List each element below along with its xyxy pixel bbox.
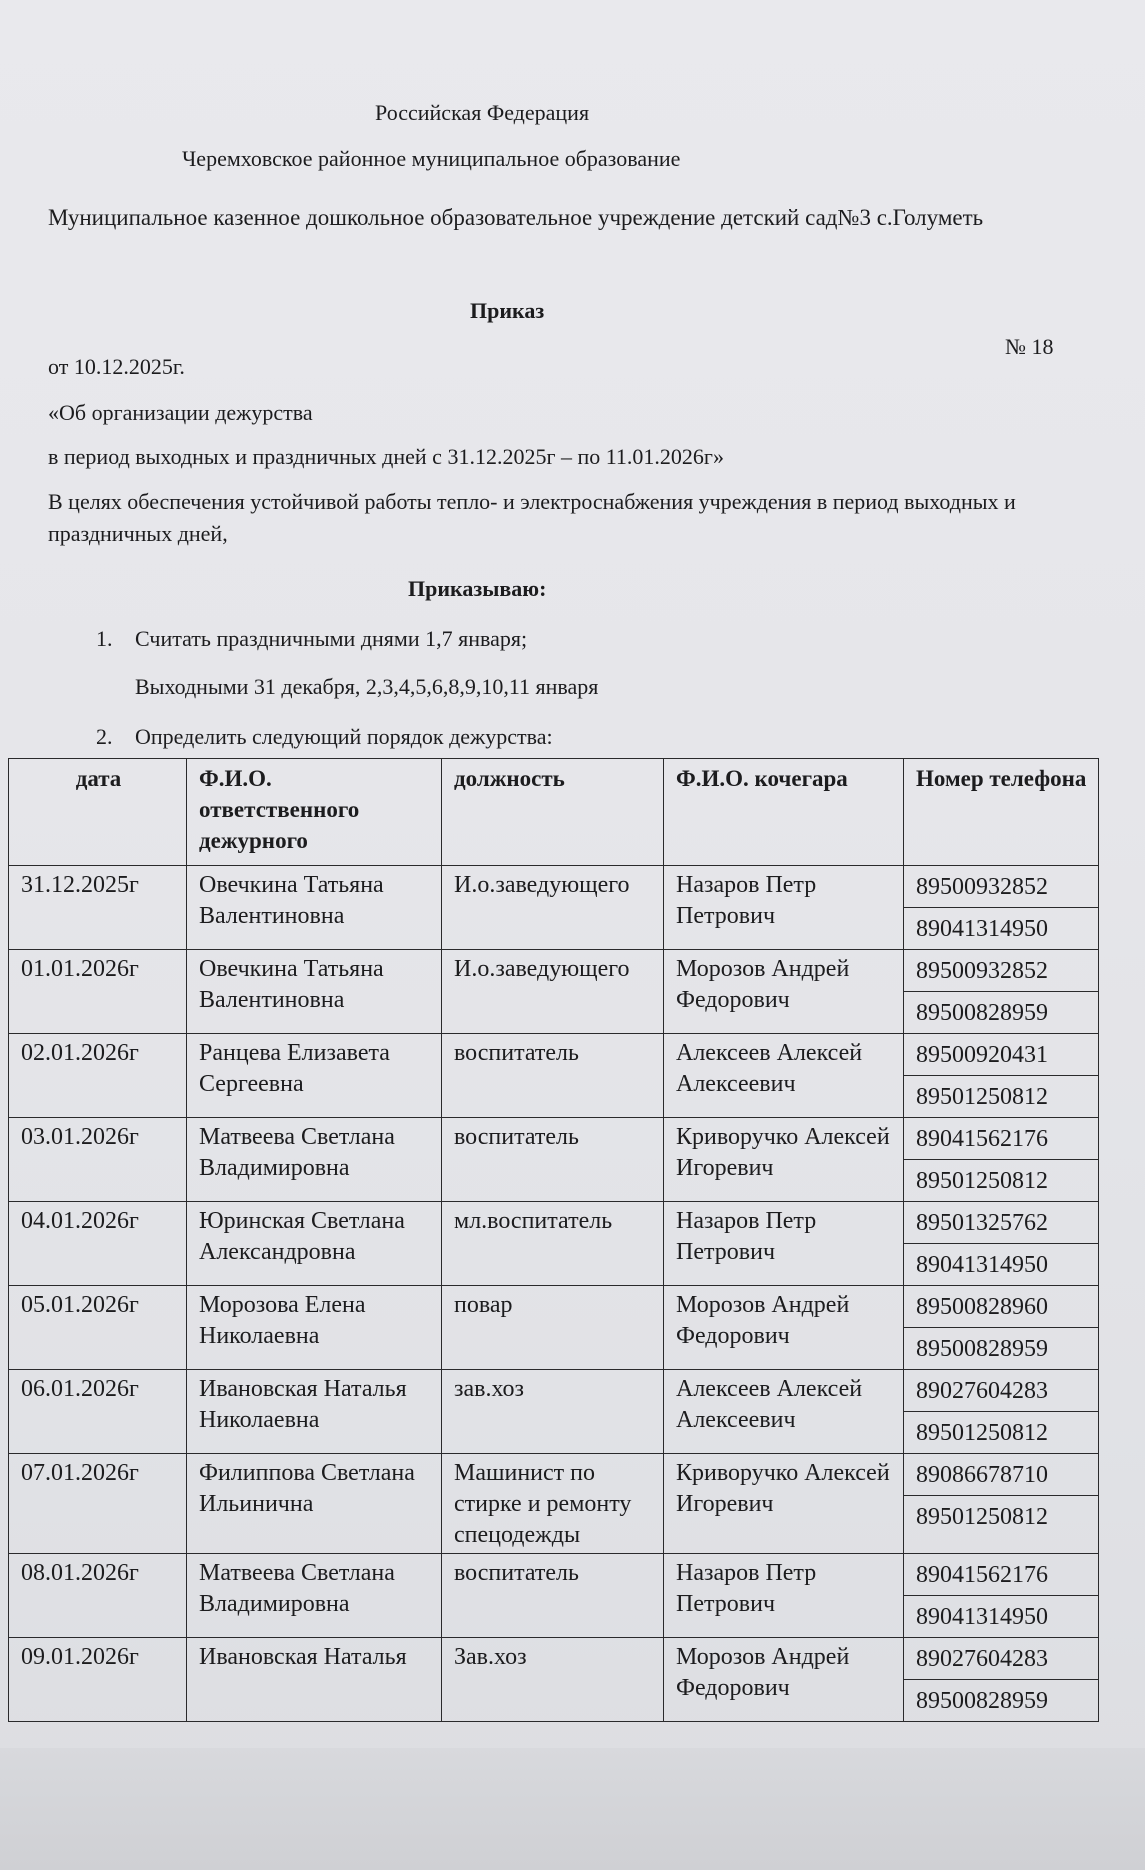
list-item-text: Определить следующий порядок дежурства: <box>135 724 553 749</box>
cell-phones <box>904 1454 1099 1554</box>
cell-phone: 89500828960 <box>916 1294 1048 1320</box>
cell-name: Юринская Светлана Александровна <box>187 1202 442 1286</box>
order-command: Приказываю: <box>408 576 547 601</box>
cell-phone: 89500828959 <box>904 991 1098 1033</box>
table-row <box>9 1202 1099 1286</box>
table-row <box>9 1638 1099 1722</box>
cell-phone: 89500920431 <box>916 1042 1048 1068</box>
cell-position: И.о.заведующего <box>442 866 664 950</box>
cell-date: 02.01.2026г <box>9 1034 187 1118</box>
cell-position: воспитатель <box>442 1554 664 1638</box>
cell-name: Ивановская Наталья Николаевна <box>187 1370 442 1454</box>
duty-table <box>8 758 1099 1722</box>
cell-name: Ранцева Елизавета Сергеевна <box>187 1034 442 1118</box>
cell-name: Матвеева Светлана Владимировна <box>187 1554 442 1638</box>
col-header-position: должность <box>442 759 664 866</box>
cell-phone: 89041562176 <box>916 1126 1048 1152</box>
cell-phones <box>904 1638 1099 1722</box>
cell-stoker: Криворучко Алексей Игоревич <box>664 1454 904 1554</box>
cell-phones <box>904 1118 1099 1202</box>
page-bottom-shadow <box>0 1748 1145 1870</box>
cell-position: И.о.заведующего <box>442 950 664 1034</box>
cell-name: Матвеева Светлана Владимировна <box>187 1118 442 1202</box>
list-item-text: Считать праздничными днями 1,7 января; <box>135 626 528 651</box>
cell-phone: 89501325762 <box>916 1210 1048 1236</box>
table-row <box>9 1034 1099 1118</box>
order-subject-line2: в период выходных и праздничных дней с 31.12.2025г – по 11.01.2026г» <box>48 444 724 469</box>
table-row <box>9 950 1099 1034</box>
table-row <box>9 1286 1099 1370</box>
cell-phones <box>904 1202 1099 1286</box>
cell-phone: 89086678710 <box>916 1462 1048 1488</box>
cell-phones <box>904 950 1099 1034</box>
cell-date: 31.12.2025г <box>9 866 187 950</box>
cell-position: Машинист по стирке и ремонту спецодежды <box>442 1454 664 1554</box>
cell-stoker: Назаров Петр Петрович <box>664 866 904 950</box>
list-item-number: 1. <box>96 626 113 651</box>
cell-phones <box>904 1286 1099 1370</box>
cell-date: 07.01.2026г <box>9 1454 187 1554</box>
cell-phone: 89501250812 <box>904 1075 1098 1117</box>
cell-phones <box>904 866 1099 950</box>
table-row <box>9 1370 1099 1454</box>
cell-phone: 89041562176 <box>916 1562 1048 1588</box>
cell-date: 04.01.2026г <box>9 1202 187 1286</box>
header-institution: Муниципальное казенное дошкольное образовательное учреждение детский сад№3 с.Голуметь <box>48 205 984 230</box>
cell-phone: 89041314950 <box>904 1595 1098 1637</box>
cell-position: повар <box>442 1286 664 1370</box>
col-header-stoker: Ф.И.О. кочегара <box>664 759 904 866</box>
cell-position: воспитатель <box>442 1118 664 1202</box>
cell-stoker: Морозов Андрей Федорович <box>664 1638 904 1722</box>
table-row <box>9 1454 1099 1554</box>
cell-name: Филиппова Светлана Ильинична <box>187 1454 442 1554</box>
order-number: № 18 <box>1005 334 1054 359</box>
cell-stoker: Назаров Петр Петрович <box>664 1202 904 1286</box>
table-row <box>9 1554 1099 1638</box>
cell-stoker: Криворучко Алексей Игоревич <box>664 1118 904 1202</box>
table-header-row <box>9 759 1099 866</box>
cell-stoker: Назаров Петр Петрович <box>664 1554 904 1638</box>
cell-phone: 89027604283 <box>916 1378 1048 1404</box>
header-country: Российская Федерация <box>375 100 590 125</box>
cell-name: Ивановская Наталья <box>187 1638 442 1722</box>
cell-phone: 89500932852 <box>916 958 1048 984</box>
cell-position: мл.воспитатель <box>442 1202 664 1286</box>
cell-date: 03.01.2026г <box>9 1118 187 1202</box>
order-purpose: В целях обеспечения устойчивой работы тепло- и электроснабжения учреждения в период выходных и праздничных дней, <box>48 489 1016 546</box>
col-header-name: Ф.И.О. ответственного дежурного <box>187 759 442 866</box>
cell-name: Морозова Елена Николаевна <box>187 1286 442 1370</box>
header-municipality: Черемховское районное муниципальное образование <box>182 146 681 171</box>
cell-position: воспитатель <box>442 1034 664 1118</box>
cell-stoker: Алексеев Алексей Алексеевич <box>664 1370 904 1454</box>
cell-phones <box>904 1554 1099 1638</box>
cell-phone: 89500932852 <box>916 874 1048 900</box>
cell-position: Зав.хоз <box>442 1638 664 1722</box>
order-title: Приказ <box>470 298 545 323</box>
cell-date: 09.01.2026г <box>9 1638 187 1722</box>
cell-position: зав.хоз <box>442 1370 664 1454</box>
table-row <box>9 1118 1099 1202</box>
cell-phone: 89501250812 <box>904 1411 1098 1453</box>
list-item-text: Выходными 31 декабря, 2,3,4,5,6,8,9,10,11 января <box>135 674 599 699</box>
cell-phone: 89500828959 <box>904 1327 1098 1369</box>
table-row <box>9 866 1099 950</box>
col-header-phone: Номер телефона <box>904 759 1099 866</box>
cell-phone: 89027604283 <box>916 1646 1048 1672</box>
order-subject-line1: «Об организации дежурства <box>48 400 313 425</box>
cell-phones <box>904 1034 1099 1118</box>
list-item-number: 2. <box>96 724 113 749</box>
cell-name: Овечкина Татьяна Валентиновна <box>187 866 442 950</box>
cell-stoker: Морозов Андрей Федорович <box>664 1286 904 1370</box>
cell-stoker: Морозов Андрей Федорович <box>664 950 904 1034</box>
cell-phone: 89041314950 <box>904 1243 1098 1285</box>
cell-phone: 89501250812 <box>904 1159 1098 1201</box>
cell-phones <box>904 1370 1099 1454</box>
cell-phone: 89500828959 <box>904 1679 1098 1721</box>
cell-date: 06.01.2026г <box>9 1370 187 1454</box>
cell-name: Овечкина Татьяна Валентиновна <box>187 950 442 1034</box>
cell-date: 01.01.2026г <box>9 950 187 1034</box>
cell-phone: 89041314950 <box>904 907 1098 949</box>
cell-stoker: Алексеев Алексей Алексеевич <box>664 1034 904 1118</box>
cell-date: 05.01.2026г <box>9 1286 187 1370</box>
cell-date: 08.01.2026г <box>9 1554 187 1638</box>
order-date: от 10.12.2025г. <box>48 354 185 379</box>
col-header-date: дата <box>9 759 187 866</box>
cell-phone: 89501250812 <box>904 1495 1098 1537</box>
